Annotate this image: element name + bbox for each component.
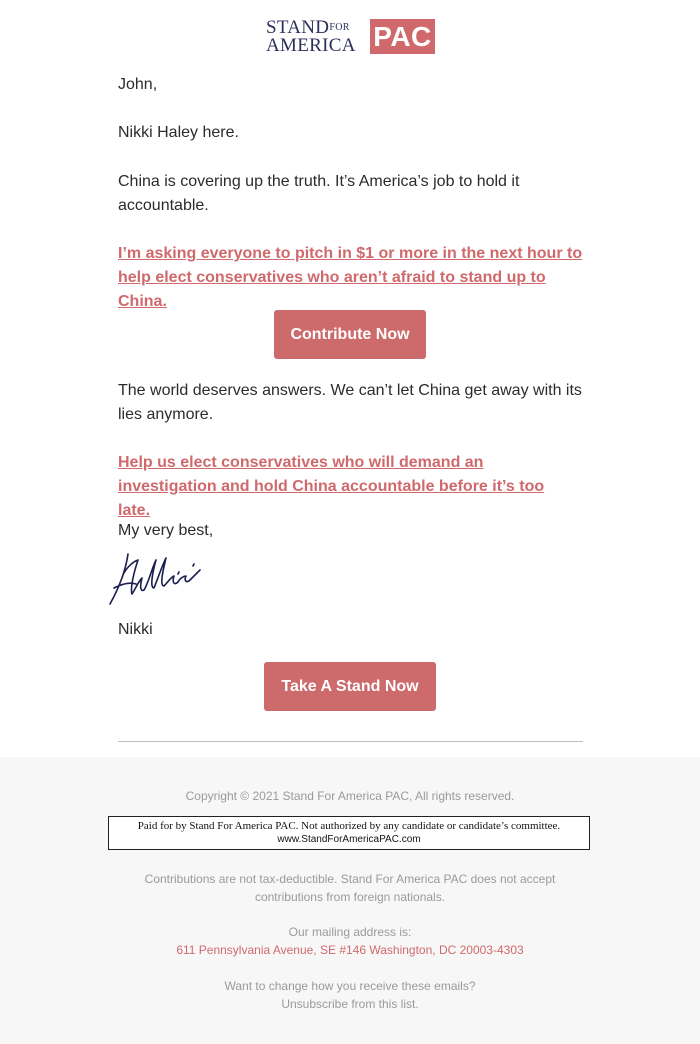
disclaimer-line-1: Paid for by Stand For America PAC. Not authorized by any candidate or candidate’s committee. <box>137 820 561 832</box>
divider <box>118 741 583 742</box>
disclaimer-website: www.StandForAmericaPAC.com <box>277 834 421 845</box>
paragraph-2: The world deserves answers. We can’t let China get away with its lies anymore. <box>118 382 582 423</box>
tax-notice-line-1: Contributions are not tax-deductible. Stand For America PAC does not accept <box>144 872 556 886</box>
contribute-now-button[interactable]: Contribute Now <box>274 310 426 359</box>
logo-for-text: FOR <box>329 22 350 33</box>
signoff-name: Nikki <box>118 621 153 638</box>
paragraph-1: China is covering up the truth. It’s America’s job to hold it accountable. <box>118 173 520 214</box>
greeting: John, <box>118 76 158 93</box>
copyright-text: Copyright © 2021 Stand For America PAC, All rights reserved. <box>185 789 515 803</box>
intro-text: Nikki Haley here. <box>118 124 239 141</box>
logo-pac-badge: PAC <box>370 19 435 54</box>
unsubscribe-link[interactable]: Unsubscribe from this list. <box>281 997 419 1011</box>
closing-text: My very best, <box>118 522 214 539</box>
paid-for-disclaimer <box>108 816 590 850</box>
tax-notice-line-2: contributions from foreign nationals. <box>254 890 446 904</box>
mailing-address-label: Our mailing address is: <box>288 925 412 939</box>
logo-stand-text: $STAND^{FOR}$ <box>266 17 350 38</box>
mailing-address[interactable]: 611 Pennsylvania Avenue, SE #146 Washington, DC 20003-4303 <box>176 943 524 957</box>
signature-image <box>108 548 208 610</box>
logo-america-text: AMERICA <box>266 35 356 56</box>
change-preferences-link[interactable]: Want to change how you receive these emails? <box>224 979 476 993</box>
pitch-in-link[interactable]: I’m asking everyone to pitch in $1 or more in the next hour to help elect conservatives who aren’t afraid to stand up to China. <box>118 245 583 310</box>
take-a-stand-button[interactable]: Take A Stand Now <box>264 662 436 711</box>
elect-conservatives-link[interactable]: Help us elect conservatives who will demand an investigation and hold China accountable before it’s too late. <box>118 454 545 519</box>
stand-for-america-pac-logo[interactable] <box>266 18 436 56</box>
